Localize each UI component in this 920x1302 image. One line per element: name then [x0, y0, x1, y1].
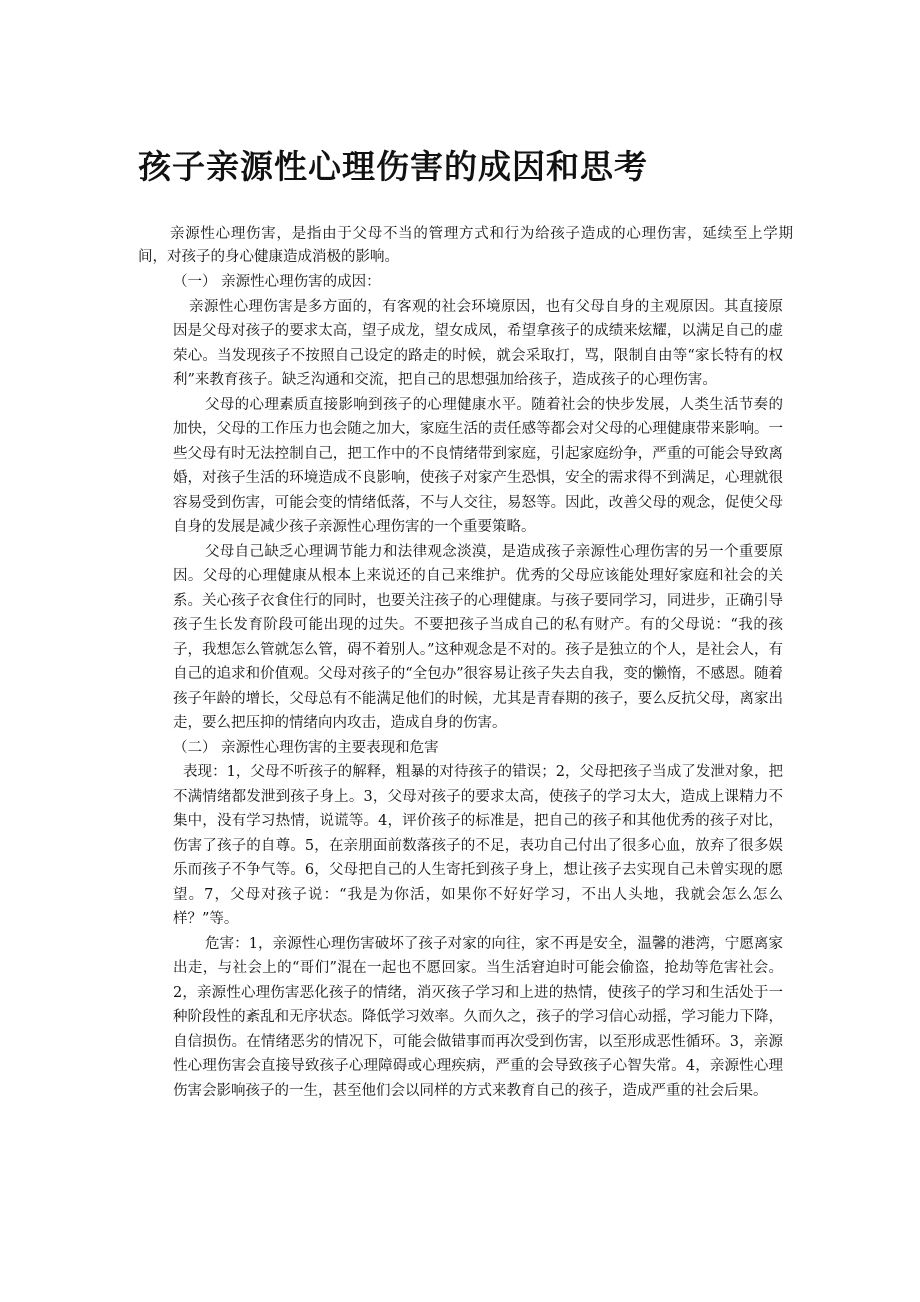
- document-title: 孩子亲源性心理伤害的成因和思考: [138, 147, 648, 186]
- section-2-heading: （二） 亲源性心理伤害的主要表现和危害: [173, 739, 439, 756]
- section-2-paragraph-1: 表现：1，父母不听孩子的解释，粗暴的对待孩子的错误；2，父母把孩子当成了发泄对象，把不满情绪都发泄到孩子身上。3，父母对孩子的要求太高，使孩子的学习太大，造成上课精力不集中，没有学习热情，说谎等。4，评价孩子的标准是，把自己的孩子和其他优秀的孩子对比，伤害了孩子的自尊。5，在亲朋面前数落孩子的不足，表功自己付出了很多心血，放弃了很多娱乐而孩子不争气等。6，父母把自己的人生寄托到孩子身上，想让孩子去实现自己未曾实现的愿望。7，父母对孩子说：“我是为你活，如果你不好好学习，不出人头地，我就会怎么怎么样？”等。: [173, 764, 783, 927]
- document-body: [173, 270, 783, 1103]
- section-1-paragraph-2: 父母的心理素质直接影响到孩子的心理健康水平。随着社会的快步发展，人类生活节奏的加快，父母的工作压力也会随之加大，家庭生活的责任感等都会对父母的心理健康带来影响。一些父母有时无法控制自己，把工作中的不良情绪带到家庭，引起家庭纷争，严重的可能会导致离婚，对孩子生活的环境造成不良影响，使孩子对家产生恐惧，安全的需求得不到满足，心理就很容易受到伤害，可能会变的情绪低落，不与人交往，易怒等。因此，改善父母的观念，促使父母自身的发展是减少孩子亲源性心理伤害的一个重要策略。: [173, 396, 783, 535]
- section-2-paragraph-2: 危害：1，亲源性心理伤害破坏了孩子对家的向往，家不再是安全，温馨的港湾，宁愿离家出走，与社会上的“哥们”混在一起也不愿回家。当生活窘迫时可能会偷盗，抢劫等危害社会。2，亲源性心理伤害恶化孩子的情绪，消灭孩子学习和上进的热情，使孩子的学习和生活处于一种阶段性的紊乱和无序状态。降低学习效率。久而久之，孩子的学习信心动摇，学习能力下降，自信损伤。在情绪恶劣的情况下，可能会做错事而再次受到伤害，以至形成恶性循环。3，亲源性心理伤害会直接导致孩子心理障碍或心理疾病，严重的会导致孩子心智失常。4，亲源性心理伤害会影响孩子的一生，甚至他们会以同样的方式来教育自己的孩子，造成严重的社会后果。: [173, 935, 783, 1099]
- intro-paragraph: 亲源性心理伤害，是指由于父母不当的管理方式和行为给孩子造成的心理伤害，延续至上学期间，对孩子的身心健康造成消极的影响。: [138, 226, 793, 265]
- section-1-paragraph-3: 父母自己缺乏心理调节能力和法律观念淡漠，是造成孩子亲源性心理伤害的另一个重要原因。父母的心理健康从根本上来说还的自己来维护。优秀的父母应该能处理好家庭和社会的关系。关心孩子衣食住行的同时，也要关注孩子的心理健康。与孩子要同学习，同进步，正确引导孩子生长发育阶段可能出现的过失。不要把孩子当成自己的私有财产。有的父母说：“我的孩子，我想怎么管就怎么管，碍不着别人。”这种观念是不对的。孩子是独立的个人，是社会人，有自己的追求和价值观。父母对孩子的“全包办”很容易让孩子失去自我，变的懒惰，不感恩。随着孩子年龄的增长，父母总有不能满足他们的时候，尤其是青春期的孩子，要么反抗父母，离家出走，要么把压抑的情绪向内攻击，造成自身的伤害。: [173, 543, 783, 731]
- section-1-paragraph-1: 亲源性心理伤害是多方面的，有客观的社会环境原因，也有父母自身的主观原因。其直接原因是父母对孩子的要求太高，望子成龙，望女成凤，希望拿孩子的成绩来炫耀，以满足自己的虚荣心。当发现孩子不按照自己设定的路走的时候，就会采取打，骂，限制自由等“家长特有的权利”来教育孩子。缺乏沟通和交流，把自己的思想强加给孩子，造成孩子的心理伤害。: [173, 298, 783, 388]
- section-1-heading: （一） 亲源性心理伤害的成因：: [173, 274, 381, 290]
